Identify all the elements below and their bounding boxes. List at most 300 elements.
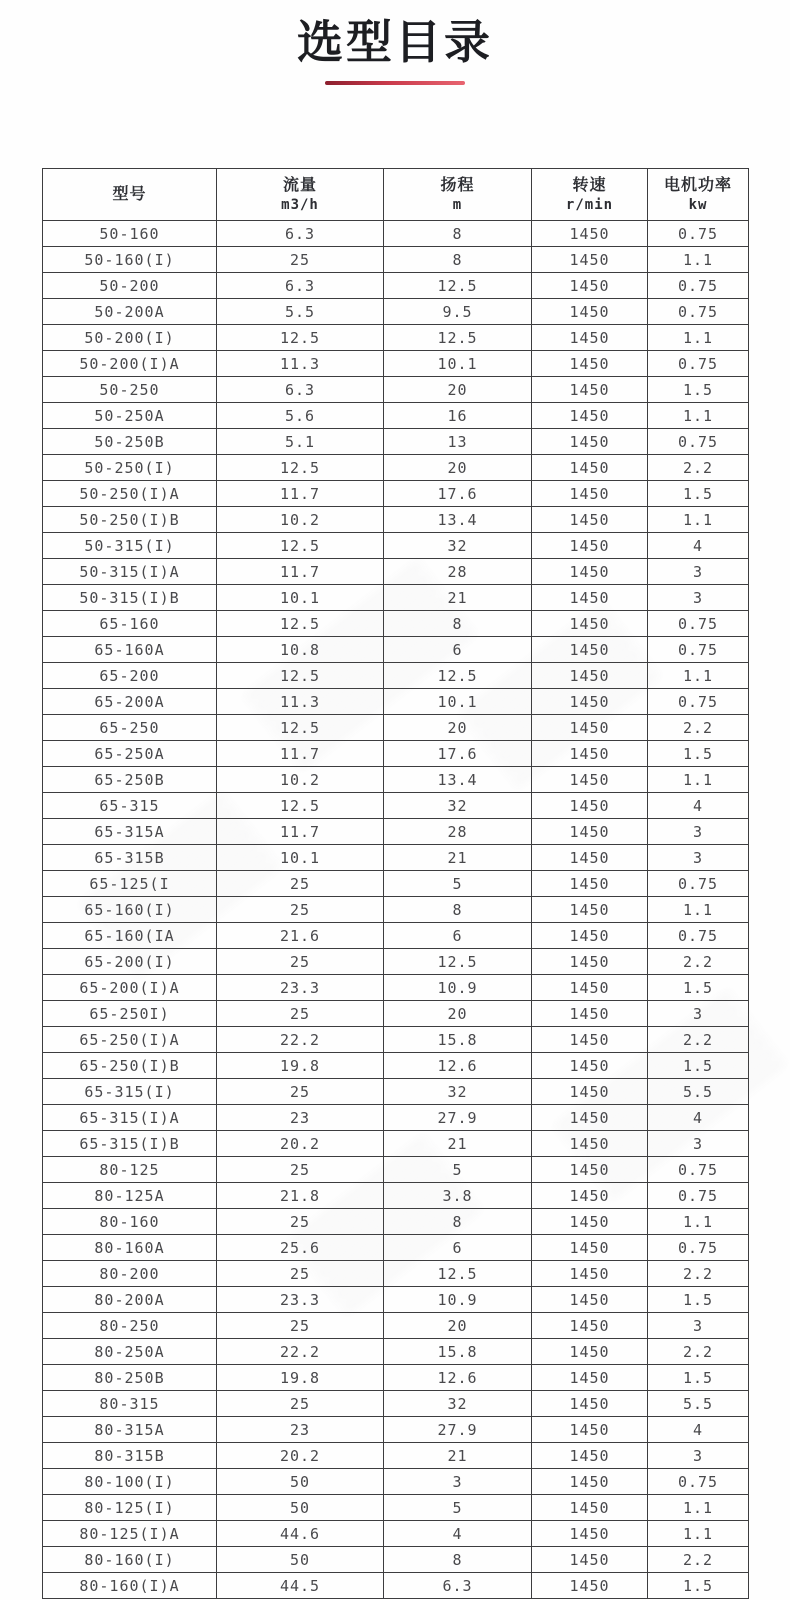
- value-cell: 20.2: [217, 1443, 384, 1469]
- value-cell: 1.1: [648, 897, 749, 923]
- value-cell: 10.2: [217, 507, 384, 533]
- value-cell: 1450: [532, 507, 648, 533]
- model-cell: 65-250A: [43, 741, 217, 767]
- value-cell: 0.75: [648, 299, 749, 325]
- table-row: [43, 585, 749, 611]
- model-cell: 50-315(I)B: [43, 585, 217, 611]
- model-cell: 65-315: [43, 793, 217, 819]
- table-row: [43, 663, 749, 689]
- table-row: [43, 351, 749, 377]
- table-row: [43, 221, 749, 247]
- table-row: [43, 1365, 749, 1391]
- value-cell: 0.75: [648, 1157, 749, 1183]
- value-cell: 50: [217, 1547, 384, 1573]
- value-cell: 28: [384, 819, 532, 845]
- value-cell: 44.6: [217, 1521, 384, 1547]
- model-cell: 80-125(I)A: [43, 1521, 217, 1547]
- value-cell: 17.6: [384, 481, 532, 507]
- table-header: [43, 169, 749, 221]
- value-cell: 11.7: [217, 741, 384, 767]
- table-row: [43, 1573, 749, 1599]
- value-cell: 23.3: [217, 975, 384, 1001]
- table-row: [43, 1313, 749, 1339]
- value-cell: 1.5: [648, 377, 749, 403]
- table-row: [43, 1209, 749, 1235]
- value-cell: 32: [384, 793, 532, 819]
- model-cell: 80-160(I): [43, 1547, 217, 1573]
- model-cell: 80-160A: [43, 1235, 217, 1261]
- value-cell: 1450: [532, 949, 648, 975]
- value-cell: 1450: [532, 1443, 648, 1469]
- value-cell: 1450: [532, 663, 648, 689]
- value-cell: 11.3: [217, 351, 384, 377]
- table-row: [43, 689, 749, 715]
- table-row: [43, 403, 749, 429]
- value-cell: 1450: [532, 377, 648, 403]
- value-cell: 1.1: [648, 507, 749, 533]
- table-row: [43, 1443, 749, 1469]
- value-cell: 11.7: [217, 819, 384, 845]
- value-cell: 32: [384, 533, 532, 559]
- value-cell: 2.2: [648, 1547, 749, 1573]
- value-cell: 5: [384, 1495, 532, 1521]
- value-cell: 10.1: [384, 351, 532, 377]
- table-row: [43, 1105, 749, 1131]
- value-cell: 1450: [532, 611, 648, 637]
- model-cell: 65-200: [43, 663, 217, 689]
- value-cell: 10.9: [384, 1287, 532, 1313]
- value-cell: 6: [384, 923, 532, 949]
- model-cell: 50-250(I)A: [43, 481, 217, 507]
- value-cell: 25: [217, 1001, 384, 1027]
- value-cell: 1450: [532, 845, 648, 871]
- value-cell: 1450: [532, 351, 648, 377]
- value-cell: 1450: [532, 299, 648, 325]
- value-cell: 1450: [532, 221, 648, 247]
- value-cell: 10.2: [217, 767, 384, 793]
- value-cell: 25: [217, 897, 384, 923]
- value-cell: 3: [648, 1131, 749, 1157]
- value-cell: 20: [384, 1313, 532, 1339]
- model-cell: 80-200: [43, 1261, 217, 1287]
- model-cell: 50-250: [43, 377, 217, 403]
- model-cell: 65-250I): [43, 1001, 217, 1027]
- table-row: [43, 429, 749, 455]
- model-cell: 65-250: [43, 715, 217, 741]
- value-cell: 1450: [532, 741, 648, 767]
- value-cell: 23.3: [217, 1287, 384, 1313]
- column-label: 转速: [572, 176, 607, 194]
- value-cell: 21.8: [217, 1183, 384, 1209]
- table-row: [43, 455, 749, 481]
- value-cell: 1450: [532, 897, 648, 923]
- value-cell: 6.3: [384, 1573, 532, 1599]
- model-cell: 65-160A: [43, 637, 217, 663]
- value-cell: 1450: [532, 325, 648, 351]
- value-cell: 12.5: [217, 533, 384, 559]
- value-cell: 3: [648, 845, 749, 871]
- table-row: [43, 1469, 749, 1495]
- table-row: [43, 1157, 749, 1183]
- value-cell: 5.5: [648, 1391, 749, 1417]
- value-cell: 12.5: [384, 949, 532, 975]
- value-cell: 12.5: [384, 325, 532, 351]
- value-cell: 6.3: [217, 377, 384, 403]
- value-cell: 16: [384, 403, 532, 429]
- value-cell: 28: [384, 559, 532, 585]
- value-cell: 1.1: [648, 325, 749, 351]
- value-cell: 13.4: [384, 507, 532, 533]
- value-cell: 20: [384, 715, 532, 741]
- model-cell: 65-315(I)B: [43, 1131, 217, 1157]
- value-cell: 1450: [532, 1417, 648, 1443]
- table-row: [43, 897, 749, 923]
- value-cell: 1450: [532, 1157, 648, 1183]
- column-header: [384, 169, 532, 221]
- value-cell: 5.5: [648, 1079, 749, 1105]
- value-cell: 32: [384, 1079, 532, 1105]
- value-cell: 21: [384, 585, 532, 611]
- table-row: [43, 325, 749, 351]
- value-cell: 1450: [532, 1001, 648, 1027]
- value-cell: 50: [217, 1469, 384, 1495]
- value-cell: 20: [384, 455, 532, 481]
- model-cell: 50-250(I)B: [43, 507, 217, 533]
- column-label: 扬程: [440, 176, 475, 194]
- table-row: [43, 1053, 749, 1079]
- value-cell: 2.2: [648, 949, 749, 975]
- value-cell: 0.75: [648, 429, 749, 455]
- value-cell: 1450: [532, 1105, 648, 1131]
- value-cell: 1450: [532, 1313, 648, 1339]
- value-cell: 0.75: [648, 1183, 749, 1209]
- table-row: [43, 1287, 749, 1313]
- value-cell: 12.6: [384, 1053, 532, 1079]
- model-cell: 80-160: [43, 1209, 217, 1235]
- table-row: [43, 1235, 749, 1261]
- table-header-row: [43, 169, 749, 221]
- value-cell: 0.75: [648, 871, 749, 897]
- value-cell: 3: [384, 1469, 532, 1495]
- value-cell: 1450: [532, 1235, 648, 1261]
- model-cell: 80-125: [43, 1157, 217, 1183]
- value-cell: 1450: [532, 793, 648, 819]
- model-cell: 65-200A: [43, 689, 217, 715]
- value-cell: 13: [384, 429, 532, 455]
- value-cell: 1450: [532, 1261, 648, 1287]
- value-cell: 12.5: [217, 793, 384, 819]
- value-cell: 20.2: [217, 1131, 384, 1157]
- value-cell: 0.75: [648, 611, 749, 637]
- model-cell: 50-160: [43, 221, 217, 247]
- model-cell: 50-200(I)A: [43, 351, 217, 377]
- value-cell: 19.8: [217, 1365, 384, 1391]
- table-row: [43, 273, 749, 299]
- table-row: [43, 1391, 749, 1417]
- value-cell: 1450: [532, 585, 648, 611]
- table-row: [43, 767, 749, 793]
- table-row: [43, 793, 749, 819]
- model-cell: 80-315A: [43, 1417, 217, 1443]
- value-cell: 1.1: [648, 1495, 749, 1521]
- table-body: [43, 221, 749, 1599]
- value-cell: 1450: [532, 1079, 648, 1105]
- value-cell: 1450: [532, 715, 648, 741]
- value-cell: 23: [217, 1105, 384, 1131]
- model-cell: 50-315(I): [43, 533, 217, 559]
- value-cell: 0.75: [648, 1235, 749, 1261]
- value-cell: 1.5: [648, 481, 749, 507]
- value-cell: 27.9: [384, 1105, 532, 1131]
- table-row: [43, 1339, 749, 1365]
- value-cell: 0.75: [648, 1469, 749, 1495]
- table-row: [43, 637, 749, 663]
- value-cell: 15.8: [384, 1027, 532, 1053]
- value-cell: 1450: [532, 273, 648, 299]
- model-cell: 65-315(I)A: [43, 1105, 217, 1131]
- model-cell: 80-160(I)A: [43, 1573, 217, 1599]
- model-cell: 80-250A: [43, 1339, 217, 1365]
- table-row: [43, 975, 749, 1001]
- value-cell: 25.6: [217, 1235, 384, 1261]
- value-cell: 11.7: [217, 559, 384, 585]
- table-row: [43, 1027, 749, 1053]
- value-cell: 8: [384, 1547, 532, 1573]
- value-cell: 1.1: [648, 767, 749, 793]
- value-cell: 22.2: [217, 1339, 384, 1365]
- value-cell: 20: [384, 377, 532, 403]
- value-cell: 44.5: [217, 1573, 384, 1599]
- value-cell: 12.5: [217, 715, 384, 741]
- value-cell: 4: [648, 533, 749, 559]
- value-cell: 21: [384, 1131, 532, 1157]
- value-cell: 25: [217, 1079, 384, 1105]
- model-cell: 50-315(I)A: [43, 559, 217, 585]
- value-cell: 0.75: [648, 689, 749, 715]
- table-row: [43, 871, 749, 897]
- value-cell: 22.2: [217, 1027, 384, 1053]
- model-cell: 50-250A: [43, 403, 217, 429]
- table-row: [43, 715, 749, 741]
- value-cell: 8: [384, 221, 532, 247]
- model-cell: 50-160(I): [43, 247, 217, 273]
- model-cell: 80-315B: [43, 1443, 217, 1469]
- value-cell: 1450: [532, 689, 648, 715]
- value-cell: 6: [384, 1235, 532, 1261]
- value-cell: 1450: [532, 975, 648, 1001]
- value-cell: 8: [384, 611, 532, 637]
- value-cell: 1.1: [648, 403, 749, 429]
- model-cell: 65-200(I): [43, 949, 217, 975]
- value-cell: 10.8: [217, 637, 384, 663]
- value-cell: 25: [217, 1261, 384, 1287]
- value-cell: 19.8: [217, 1053, 384, 1079]
- value-cell: 1450: [532, 1027, 648, 1053]
- model-cell: 65-315B: [43, 845, 217, 871]
- table-row: [43, 1521, 749, 1547]
- value-cell: 5.6: [217, 403, 384, 429]
- value-cell: 0.75: [648, 351, 749, 377]
- model-cell: 65-250B: [43, 767, 217, 793]
- value-cell: 2.2: [648, 455, 749, 481]
- value-cell: 12.5: [384, 273, 532, 299]
- value-cell: 10.1: [384, 689, 532, 715]
- value-cell: 13.4: [384, 767, 532, 793]
- table-row: [43, 1417, 749, 1443]
- value-cell: 0.75: [648, 923, 749, 949]
- column-label: 电机功率: [663, 176, 732, 194]
- column-unit: m: [452, 196, 463, 213]
- value-cell: 5.5: [217, 299, 384, 325]
- selection-table: [42, 168, 749, 1599]
- table-row: [43, 845, 749, 871]
- table-row: [43, 741, 749, 767]
- model-cell: 65-125(I: [43, 871, 217, 897]
- table-row: [43, 377, 749, 403]
- table-row: [43, 299, 749, 325]
- column-header: [217, 169, 384, 221]
- table-row: [43, 533, 749, 559]
- table-row: [43, 923, 749, 949]
- value-cell: 1450: [532, 1209, 648, 1235]
- value-cell: 1450: [532, 1521, 648, 1547]
- value-cell: 25: [217, 1157, 384, 1183]
- value-cell: 4: [648, 1105, 749, 1131]
- value-cell: 1450: [532, 1495, 648, 1521]
- model-cell: 50-250(I): [43, 455, 217, 481]
- value-cell: 12.5: [217, 663, 384, 689]
- model-cell: 80-125A: [43, 1183, 217, 1209]
- model-cell: 50-200: [43, 273, 217, 299]
- column-unit: r/min: [565, 196, 614, 213]
- value-cell: 25: [217, 247, 384, 273]
- page-title: 选型目录: [297, 16, 493, 68]
- value-cell: 3.8: [384, 1183, 532, 1209]
- column-header: [648, 169, 749, 221]
- table-row: [43, 481, 749, 507]
- value-cell: 1450: [532, 819, 648, 845]
- column-unit: kw: [688, 196, 708, 213]
- value-cell: 12.5: [384, 663, 532, 689]
- value-cell: 2.2: [648, 715, 749, 741]
- value-cell: 1450: [532, 1131, 648, 1157]
- value-cell: 10.9: [384, 975, 532, 1001]
- value-cell: 1.5: [648, 1573, 749, 1599]
- value-cell: 25: [217, 1313, 384, 1339]
- value-cell: 25: [217, 949, 384, 975]
- model-cell: 65-250(I)A: [43, 1027, 217, 1053]
- table-row: [43, 1001, 749, 1027]
- value-cell: 1450: [532, 429, 648, 455]
- value-cell: 4: [648, 1417, 749, 1443]
- value-cell: 1450: [532, 481, 648, 507]
- value-cell: 5.1: [217, 429, 384, 455]
- value-cell: 3: [648, 559, 749, 585]
- value-cell: 1450: [532, 871, 648, 897]
- value-cell: 1450: [532, 1287, 648, 1313]
- table-row: [43, 611, 749, 637]
- value-cell: 2.2: [648, 1261, 749, 1287]
- value-cell: 5: [384, 871, 532, 897]
- value-cell: 11.3: [217, 689, 384, 715]
- value-cell: 1.5: [648, 741, 749, 767]
- value-cell: 1450: [532, 455, 648, 481]
- value-cell: 1450: [532, 247, 648, 273]
- value-cell: 1.5: [648, 1365, 749, 1391]
- model-cell: 65-315A: [43, 819, 217, 845]
- value-cell: 4: [648, 793, 749, 819]
- model-cell: 50-250B: [43, 429, 217, 455]
- value-cell: 8: [384, 897, 532, 923]
- model-cell: 80-125(I): [43, 1495, 217, 1521]
- value-cell: 3: [648, 585, 749, 611]
- value-cell: 20: [384, 1001, 532, 1027]
- value-cell: 3: [648, 1001, 749, 1027]
- table-row: [43, 819, 749, 845]
- value-cell: 1450: [532, 559, 648, 585]
- column-label: 型号: [112, 185, 147, 203]
- value-cell: 0.75: [648, 273, 749, 299]
- value-cell: 1450: [532, 1339, 648, 1365]
- value-cell: 12.5: [217, 611, 384, 637]
- table-row: [43, 1547, 749, 1573]
- value-cell: 1450: [532, 923, 648, 949]
- model-cell: 50-200(I): [43, 325, 217, 351]
- value-cell: 12.6: [384, 1365, 532, 1391]
- model-cell: 80-250: [43, 1313, 217, 1339]
- value-cell: 12.5: [217, 455, 384, 481]
- value-cell: 1450: [532, 533, 648, 559]
- model-cell: 65-200(I)A: [43, 975, 217, 1001]
- model-cell: 80-315: [43, 1391, 217, 1417]
- value-cell: 1450: [532, 1573, 648, 1599]
- value-cell: 1.1: [648, 663, 749, 689]
- column-header: [532, 169, 648, 221]
- column-unit: m3/h: [281, 196, 319, 213]
- value-cell: 25: [217, 1209, 384, 1235]
- value-cell: 3: [648, 1313, 749, 1339]
- value-cell: 25: [217, 871, 384, 897]
- value-cell: 2.2: [648, 1339, 749, 1365]
- value-cell: 25: [217, 1391, 384, 1417]
- model-cell: 80-200A: [43, 1287, 217, 1313]
- table-row: [43, 1261, 749, 1287]
- value-cell: 21.6: [217, 923, 384, 949]
- value-cell: 1450: [532, 1391, 648, 1417]
- table-row: [43, 949, 749, 975]
- value-cell: 6.3: [217, 273, 384, 299]
- value-cell: 4: [384, 1521, 532, 1547]
- value-cell: 0.75: [648, 221, 749, 247]
- value-cell: 50: [217, 1495, 384, 1521]
- table-row: [43, 1131, 749, 1157]
- value-cell: 0.75: [648, 637, 749, 663]
- value-cell: 2.2: [648, 1027, 749, 1053]
- column-label: 流量: [282, 176, 317, 194]
- value-cell: 21: [384, 845, 532, 871]
- value-cell: 27.9: [384, 1417, 532, 1443]
- model-cell: 65-160(I): [43, 897, 217, 923]
- model-cell: 65-315(I): [43, 1079, 217, 1105]
- value-cell: 15.8: [384, 1339, 532, 1365]
- model-cell: 65-160: [43, 611, 217, 637]
- value-cell: 6: [384, 637, 532, 663]
- title-accent-line: [325, 81, 465, 85]
- table-row: [43, 1079, 749, 1105]
- value-cell: 1.1: [648, 247, 749, 273]
- column-header: [43, 169, 217, 221]
- value-cell: 1450: [532, 1183, 648, 1209]
